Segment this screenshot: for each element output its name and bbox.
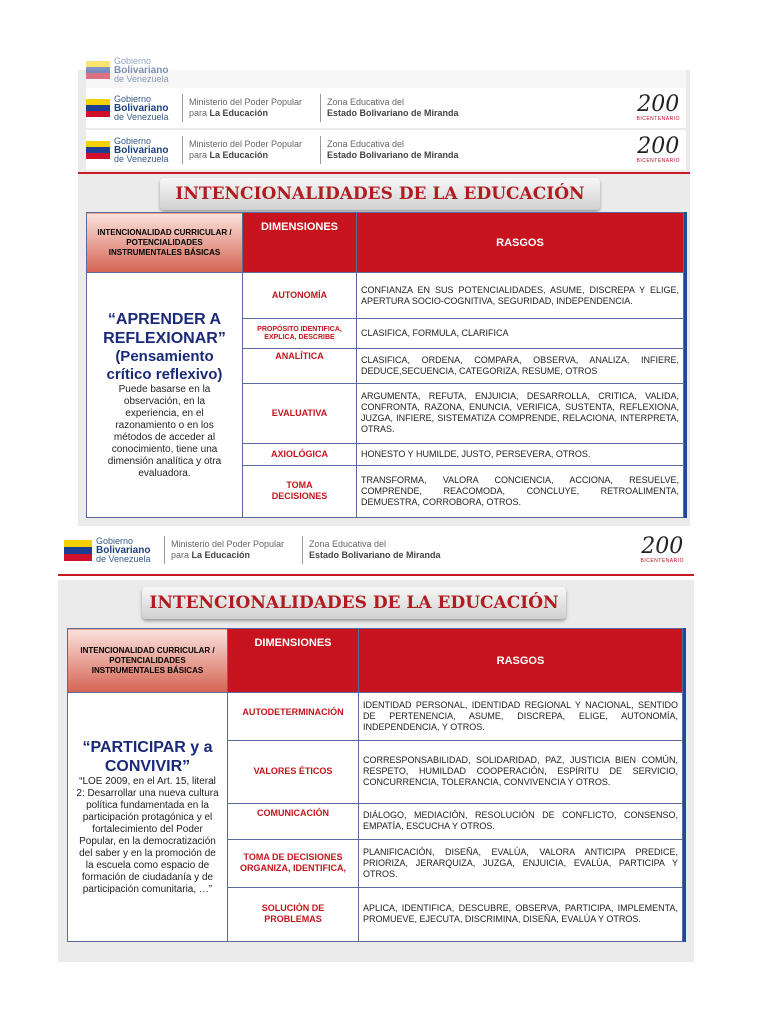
ministry-label: Ministerio del Poder Popular para La Educación <box>171 539 285 560</box>
header-divider <box>320 94 321 122</box>
dimension-cell: EVALUATIVA <box>243 383 357 443</box>
slide2-table <box>67 628 683 942</box>
dimension-cell: AXIOLÓGICA <box>243 443 357 465</box>
venezuela-flag-icon <box>86 61 110 79</box>
intencionalidad-description: Puede basarse en la observación, en la experiencia, en el razonamiento o en los métodos de acceder al conocimiento, tiene una dimensión analítica y otra evaluadora. <box>107 384 222 480</box>
header-2 <box>86 130 686 170</box>
dimension-cell: PROPÓSITO IDENTIFICA, EXPLICA, DESCRIBE <box>243 319 357 349</box>
intencionalidad-title: CONVIVIR” <box>104 758 191 776</box>
dimension-cell: COMUNICACIÓN <box>228 803 359 839</box>
intencionalidad-cell <box>68 693 228 942</box>
venezuela-flag-icon <box>86 141 110 159</box>
ministry-label: Ministerio del Poder Popular para La Educación <box>189 97 303 118</box>
intencionalidad-cell <box>87 273 243 518</box>
ministry-label: Ministerio del Poder Popular para La Educación <box>189 139 303 160</box>
dimension-cell: VALORES ÉTICOS <box>228 741 359 803</box>
bicentenario-logo: 200 BICENTENARIO <box>640 534 684 564</box>
header-3 <box>64 530 690 570</box>
rasgos-cell: HONESTO Y HUMILDE, JUSTO, PERSEVERA, OTROS. <box>357 443 684 465</box>
dimension-cell: AUTODETERMINACIÓN <box>228 693 359 741</box>
gov-label: Gobierno Bolivariano de Venezuela <box>114 55 169 84</box>
header-red-rule <box>58 574 694 576</box>
venezuela-flag-icon <box>64 540 92 561</box>
header-ghost-strip <box>86 55 686 84</box>
header-red-rule <box>78 172 690 174</box>
slide2-banner: INTENCIONALIDADES DE LA EDUCACIÓN <box>142 587 566 619</box>
header-divider <box>182 136 183 164</box>
col-header-rasgos: RASGOS <box>357 213 684 273</box>
rasgos-cell: CORRESPONSABILIDAD, SOLIDARIDAD, PAZ, JUSTICIA BIEN COMÚN, RESPETO, HUMILDAD COOPERACIÓN, ESPÍRITU DE SERVICIO, CONCURRENCIA, TOLERANCIA, CONVIVENCIA Y OTROS. <box>359 741 683 803</box>
rasgos-cell: CLASIFICA, ORDENA, COMPARA, OBSERVA, ANALIZA, INFIERE, DEDUCE,SECUENCIA, CATEGORIZA, RESUME, OTROS <box>357 349 684 383</box>
rasgos-cell: DIÁLOGO, MEDIACIÓN, RESOLUCIÓN DE CONFLICTO, CONSENSO, EMPATÍA, ESCUCHA Y OTROS. <box>359 803 683 839</box>
dimension-cell: ANALÍTICA <box>243 349 357 383</box>
bicentenario-logo: 200 BICENTENARIO <box>636 134 680 164</box>
slide1-table <box>86 212 684 518</box>
rasgos-cell: IDENTIDAD PERSONAL, IDENTIDAD REGIONAL Y NACIONAL, SENTIDO DE PERTENENCIA, ASUME, DISCREPA, ELIGE, AUTONOMÍA, INDEPENDENCIA, Y OTROS. <box>359 693 683 741</box>
dimension-cell: TOMA DE DECISIONES ORGANIZA, IDENTIFICA, <box>228 839 359 887</box>
gov-label: Gobierno Bolivariano de Venezuela <box>114 93 169 122</box>
zona-label: Zona Educativa del Estado Bolivariano de Miranda <box>327 97 459 118</box>
dimension-cell: TOMA DECISIONES <box>243 465 357 517</box>
header-divider <box>302 536 303 564</box>
intencionalidad-title: “PARTICIPAR y a <box>82 739 213 757</box>
header-divider <box>182 94 183 122</box>
rasgos-cell: TRANSFORMA, VALORA CONCIENCIA, ACCIONA, RESUELVE, COMPRENDE, REACOMODA, CONCLUYE, RETROALIMENTA, DEMUESTRA, CORROBORA, OTROS. <box>357 465 684 517</box>
col-header-intencionalidad: INTENCIONALIDAD CURRICULAR / POTENCIALIDADES INSTRUMENTALES BÁSICAS <box>87 213 243 273</box>
rasgos-cell: ARGUMENTA, REFUTA, ENJUICIA, DESARROLLA, CRITICA, VALIDA, CONFRONTA, RAZONA, ENUNCIA, VERIFICA, SUSTENTA, REFLEXIONA, JUZGA, INFIERE, SISTEMATIZA COMPRENDE, RELACIONA, INTERPRETA, OTRAS. <box>357 383 684 443</box>
dimension-cell: SOLUCIÓN DE PROBLEMAS <box>228 887 359 941</box>
zona-label: Zona Educativa del Estado Bolivariano de Miranda <box>327 139 459 160</box>
header-divider <box>320 136 321 164</box>
col-header-dimensiones: DIMENSIONES <box>243 213 357 273</box>
col-header-rasgos: RASGOS <box>359 629 683 693</box>
rasgos-cell: CLASIFICA, FORMULA, CLARIFICA <box>357 319 684 349</box>
dimension-cell: AUTONOMÍA <box>243 273 357 319</box>
slide1-accent-bar <box>684 212 687 518</box>
bicentenario-logo: 200 BICENTENARIO <box>636 92 680 122</box>
gov-label: Gobierno Bolivariano de Venezuela <box>114 135 169 164</box>
slide2-accent-bar <box>683 628 686 942</box>
rasgos-cell: PLANIFICACIÓN, DISEÑA, EVALÚA, VALORA ANTICIPA PREDICE, PRIORIZA, JERARQUIZA, JUZGA, ENJUICIA, EVALÚA, PARTICIPA Y OTROS. <box>359 839 683 887</box>
header-1 <box>86 88 686 128</box>
header-divider <box>164 536 165 564</box>
col-header-dimensiones: DIMENSIONES <box>228 629 359 693</box>
intencionalidad-description: “LOE 2009, en el Art. 15, literal 2: Desarrollar una nueva cultura política fundamentada en la participación protagónica y el fortalecimiento del Poder Popular, en la democratización del saber y en la promoción de la escuela como espacio de formación de ciudadanía y de participación comunitaria, …” <box>76 776 219 896</box>
intencionalidad-title: “APRENDER A <box>107 311 222 329</box>
slide1-banner: INTENCIONALIDADES DE LA EDUCACIÓN <box>160 178 600 210</box>
intencionalidad-title: REFLEXIONAR” <box>103 330 226 348</box>
venezuela-flag-icon <box>86 99 110 117</box>
intencionalidad-subtitle: crítico reflexivo) <box>106 366 223 384</box>
zona-label: Zona Educativa del Estado Bolivariano de Miranda <box>309 539 441 560</box>
intencionalidad-subtitle: (Pensamiento <box>115 348 214 366</box>
gov-label: Gobierno Bolivariano de Venezuela <box>96 535 151 564</box>
rasgos-cell: APLICA, IDENTIFICA, DESCUBRE, OBSERVA, PARTICIPA, IMPLEMENTA, PROMUEVE, EJECUTA, DISCRIMINA, DISEÑA, EVALÚA Y OTROS. <box>359 887 683 941</box>
rasgos-cell: CONFIANZA EN SUS POTENCIALIDADES, ASUME, DISCREPA Y ELIGE, APERTURA SOCIO-COGNITIVA, SEGURIDAD, INDEPENDENCIA. <box>357 273 684 319</box>
col-header-intencionalidad: INTENCIONALIDAD CURRICULAR / POTENCIALIDADES INSTRUMENTALES BÁSICAS <box>68 629 228 693</box>
